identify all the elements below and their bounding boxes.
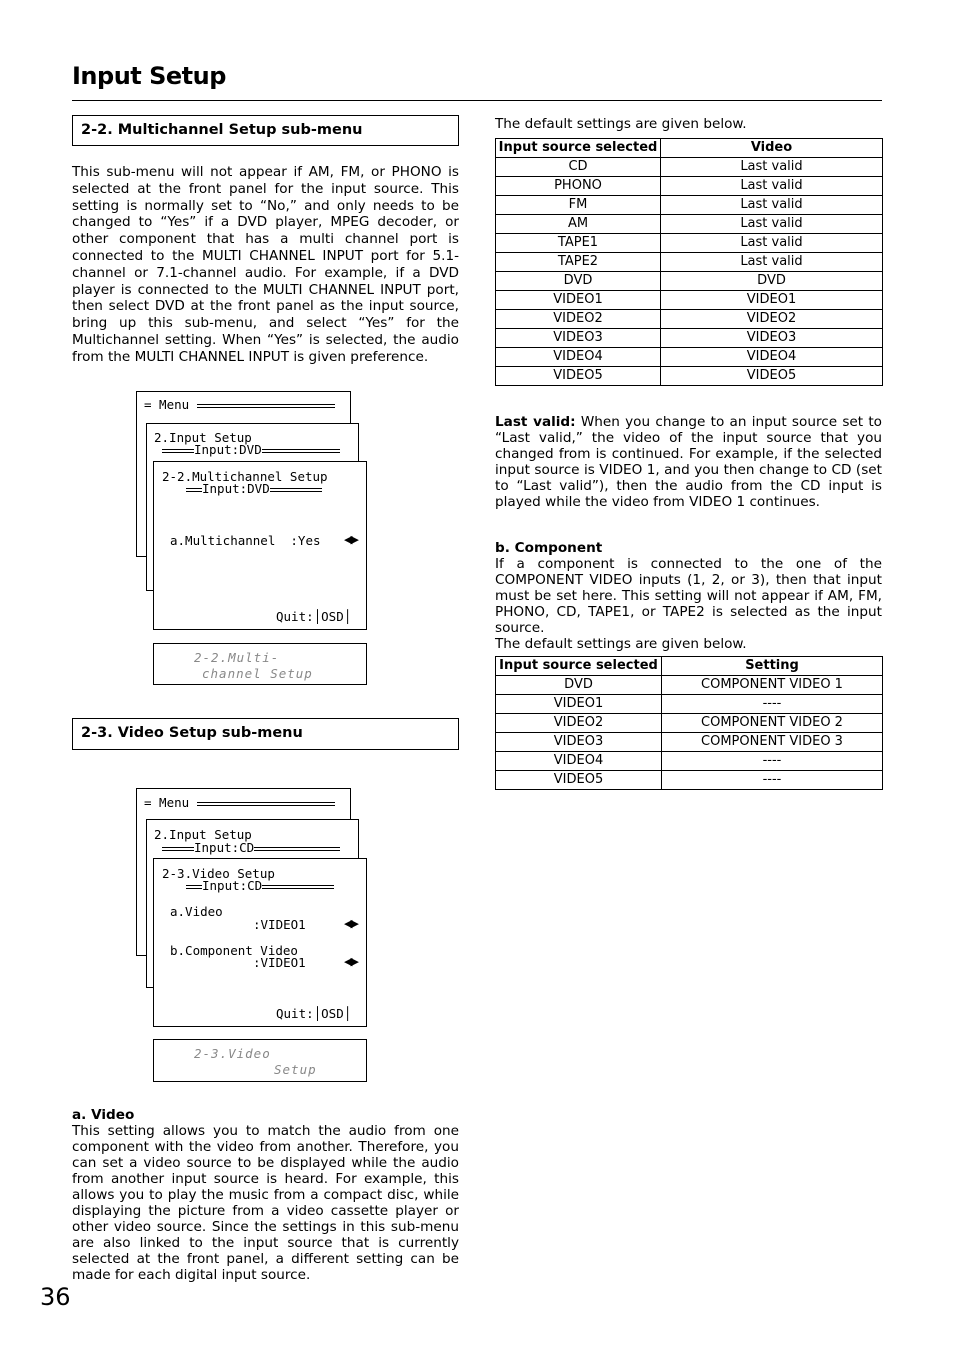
osd-rule: [262, 449, 340, 453]
table-cell: DVD: [661, 272, 883, 291]
table-cell: ----: [662, 752, 883, 771]
osd-level2-title: 2-3.Video Setup: [162, 866, 275, 881]
table-cell: VIDEO2: [496, 714, 662, 733]
table-cell: VIDEO4: [496, 752, 662, 771]
osd-menu-label: = Menu: [144, 397, 190, 412]
column-header: Video: [661, 139, 883, 158]
table-cell: VIDEO3: [496, 329, 661, 348]
lcd-line1: 2-3.Video: [194, 1046, 271, 1061]
table-cell: VIDEO5: [496, 771, 662, 790]
table-row: [496, 234, 883, 253]
osd-level2-sub: Input:CD: [202, 878, 263, 893]
multichannel-heading: 2-2. Multichannel Setup sub-menu: [72, 115, 459, 146]
table-cell: VIDEO4: [496, 348, 661, 367]
table-cell: CD: [496, 158, 661, 177]
table-row: [496, 676, 883, 695]
table-header-row: [496, 657, 883, 676]
defaults-intro: The default settings are given below.: [495, 116, 747, 132]
table-row: [496, 695, 883, 714]
video-defaults-table: [495, 138, 883, 386]
table-cell: DVD: [496, 272, 661, 291]
osd-component-item-value: :VIDEO1: [253, 955, 306, 970]
osd-multichannel-panel: [153, 461, 367, 630]
osd-rule: [262, 885, 334, 889]
table-cell: VIDEO3: [661, 329, 883, 348]
osd-multichannel-item: a.Multichannel :Yes: [170, 533, 321, 548]
table-row: [496, 177, 883, 196]
table-cell: VIDEO2: [661, 310, 883, 329]
table-row: [496, 367, 883, 386]
table-cell: VIDEO4: [661, 348, 883, 367]
table-cell: COMPONENT VIDEO 3: [662, 733, 883, 752]
osd-multichannel: [136, 391, 368, 631]
osd-quit: Quit:│OSD│: [276, 1006, 352, 1021]
table-body: [496, 676, 883, 790]
table-cell: VIDEO1: [661, 291, 883, 310]
table-row: [496, 714, 883, 733]
column-header: Setting: [662, 657, 883, 676]
osd-level2-sub: Input:DVD: [202, 481, 270, 496]
table-cell: Last valid: [661, 253, 883, 272]
table-row: [496, 215, 883, 234]
osd-menu-label: = Menu: [144, 795, 190, 810]
osd-rule: [186, 885, 202, 889]
table-cell: Last valid: [661, 215, 883, 234]
table-cell: VIDEO1: [496, 695, 662, 714]
multichannel-body: This sub-menu will not appear if AM, FM, or PHONO is selected at the front panel for the input source. This setting is normally set to “No,” and only needs to be changed to “Yes” if a DVD player, MPEG decoder, or other component that has a multi channel port is connected to the MULTI CHANNEL INPUT port for 5.1-channel or 7.1-channel audio. For example, if a DVD player is connected to the MULTI CHANNEL INPUT port, then select DVD at the front panel as the input source, bring up this sub-menu, and select “Yes” for the Multichannel setting. When “Yes” is selected, the audio from the MULTI CHANNEL INPUT is given preference.: [72, 164, 459, 365]
table-cell: VIDEO3: [496, 733, 662, 752]
table-cell: VIDEO1: [496, 291, 661, 310]
table-row: [496, 272, 883, 291]
left-right-arrows-icon: ◀▶: [344, 917, 357, 930]
osd-video-item-label: a.Video: [170, 904, 223, 919]
page-title: Input Setup: [72, 62, 226, 90]
osd-rule: [162, 847, 194, 851]
table-cell: ----: [662, 695, 883, 714]
table-body: [496, 158, 883, 386]
lcd-line1: 2-2.Multi-: [194, 650, 280, 665]
osd-rule: [197, 802, 335, 806]
osd-video-setup: [136, 788, 368, 1028]
table-cell: DVD: [496, 676, 662, 695]
osd-level1-title: 2.Input Setup: [154, 430, 252, 445]
osd-rule: [186, 488, 202, 492]
table-row: [496, 733, 883, 752]
osd-component-item-label: b.Component Video: [170, 943, 298, 958]
osd-level1-sub: Input:DVD: [194, 442, 262, 457]
component-defaults-table: [495, 656, 883, 790]
table-cell: COMPONENT VIDEO 2: [662, 714, 883, 733]
title-rule: [72, 100, 882, 101]
table-row: [496, 752, 883, 771]
osd-rule: [197, 404, 335, 408]
component-body: If a component is connected to the one of the COMPONENT VIDEO inputs (1, 2, or 3), then that input must be set here. This setting will not appear if AM, FM, PHONO, CD, TAPE1, or TAPE2 is selected as the input source.: [495, 556, 882, 636]
osd-video-item-value: :VIDEO1: [253, 917, 306, 932]
last-valid-term: Last valid:: [495, 414, 576, 430]
page-number: 36: [40, 1283, 71, 1311]
table-cell: PHONO: [496, 177, 661, 196]
component-intro: The default settings are given below.: [495, 636, 747, 652]
table-row: [496, 158, 883, 177]
table-cell: Last valid: [661, 196, 883, 215]
table-cell: VIDEO5: [661, 367, 883, 386]
osd-video-panel: [153, 858, 367, 1027]
front-display-video-setup: [153, 1039, 367, 1082]
column-header: Input source selected: [496, 657, 662, 676]
table-header-row: [496, 139, 883, 158]
table-cell: AM: [496, 215, 661, 234]
last-valid-body: When you change to an input source set to “Last valid,” the video of the input source that you changed from is continued. For example, if the selected input source is VIDEO 1, and you then change to CD (set to “Last valid”), then the audio from the CD input is played while the video from VIDEO 1 continues.: [495, 414, 882, 510]
osd-level1-sub: Input:CD: [194, 840, 255, 855]
column-header: Input source selected: [496, 139, 661, 158]
table-cell: FM: [496, 196, 661, 215]
table-cell: VIDEO2: [496, 310, 661, 329]
table-cell: ----: [662, 771, 883, 790]
video-setup-heading: 2-3. Video Setup sub-menu: [72, 718, 459, 750]
osd-level2-title: 2-2.Multichannel Setup: [162, 469, 328, 484]
table-cell: TAPE2: [496, 253, 661, 272]
osd-level1-title: 2.Input Setup: [154, 827, 252, 842]
table-row: [496, 329, 883, 348]
table-cell: Last valid: [661, 177, 883, 196]
osd-quit: Quit:│OSD│: [276, 609, 352, 624]
table-cell: Last valid: [661, 158, 883, 177]
osd-rule: [162, 449, 194, 453]
front-display-multichannel: [153, 643, 367, 685]
table-cell: COMPONENT VIDEO 1: [662, 676, 883, 695]
osd-rule: [254, 847, 340, 851]
last-valid-paragraph: [495, 414, 882, 510]
table-row: [496, 196, 883, 215]
lcd-line2: Setup: [274, 1062, 317, 1077]
left-right-arrows-icon: ◀▶: [344, 955, 357, 968]
a-video-heading: a. Video: [72, 1107, 135, 1123]
left-right-arrows-icon: ◀▶: [344, 533, 357, 546]
table-row: [496, 310, 883, 329]
osd-rule: [270, 488, 322, 492]
table-row: [496, 291, 883, 310]
table-cell: VIDEO5: [496, 367, 661, 386]
a-video-body: This setting allows you to match the audio from one component with the video from another. Therefore, you can set a video source to be displayed while the audio from another input source is heard. For example, this allows you to play the music from a compact disc, while displaying the picture from a video cassette player or other video source. Since the settings in this sub-menu are also linked to the input source that is currently selected at the front panel, a different setting can be made for each digital input source.: [72, 1123, 459, 1283]
table-row: [496, 348, 883, 367]
table-cell: Last valid: [661, 234, 883, 253]
lcd-line2: channel Setup: [202, 666, 313, 681]
table-row: [496, 771, 883, 790]
table-row: [496, 253, 883, 272]
component-heading: b. Component: [495, 540, 603, 556]
table-cell: TAPE1: [496, 234, 661, 253]
